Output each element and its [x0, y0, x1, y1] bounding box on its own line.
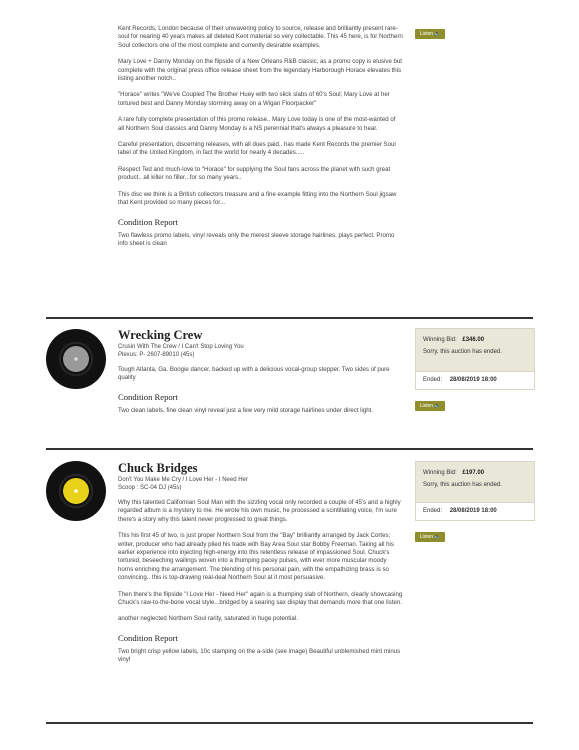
winning-bid-label: Winning Bid: [423, 337, 457, 343]
listen-label: Listen [419, 403, 434, 409]
speaker-icon: 🔈 [434, 403, 441, 409]
description-paragraph: A rare fully complete presentation of this promo release.. Mary Love today is one of the most-wanted of all Northern Soul classics and Danny Monday is a NS perennial that's always a pleasure to hear. [118, 116, 396, 132]
condition-report-text: Two clean labels, fine clean vinyl reveal just a few very mild storage hairlines under direct light. [118, 406, 374, 414]
item-details [118, 328, 403, 415]
winning-bid-amount: £197.00 [462, 470, 485, 476]
winning-bid-label: Winning Bid: [423, 470, 457, 476]
record-titles: Don't You Make Me Cry / I Love Her - I Need Her [118, 477, 248, 483]
condition-report-text: Two bright crisp yellow labels, 10c stamping on the a-side (see image) Beautiful unblemished mint minus vinyl [118, 647, 401, 664]
condition-report-heading: Condition Report [118, 391, 178, 402]
speaker-icon: 🔈 [434, 31, 441, 37]
ended-row [416, 502, 534, 520]
description-paragraph: Then there's the flipside "I Love Her - Need Her" again is a thumping slab of Northern, clearly showcasing Chuck's raw-to-the-bone vocal style...bridged by a searing sax display that demands more that one listen. [118, 590, 403, 607]
winning-bid-amount: £346.00 [462, 337, 485, 343]
listen-label: Listen [419, 31, 434, 37]
ended-label: Ended: [423, 377, 443, 383]
description-paragraph: Kent Records, London because of their unwavering policy to source, release and brilliantly present rare-soul for nearing 40 years makes all deleted Kent material so very collectable. This 45 here, is for Northern Soul collectors one of the most complete and currently desirable examples. [118, 25, 403, 49]
auction-ended-message: Sorry, this auction has ended. [423, 349, 502, 355]
listen-button[interactable] [415, 532, 445, 542]
description-paragraph: Tough Atlanta, Ga. Boogie dancer, backed up with a delicious vocal-group stepper. Two sides of pure quality [118, 366, 390, 382]
description-paragraph: This disc we think is a British collectors treasure and a fine example fitting into the Northern Soul jigsaw that Kent provided so many pieces for... [118, 190, 397, 207]
bid-box [415, 461, 535, 521]
listen-label: Listen [419, 534, 434, 540]
catalog-number: Plexus: P- 2607-89010 (45s) [118, 352, 195, 358]
bid-box [415, 328, 535, 390]
item-divider [46, 722, 533, 724]
vinyl-record-icon[interactable] [46, 461, 106, 521]
vinyl-record-icon[interactable] [46, 329, 106, 389]
ended-date: 28/08/2019 18:00 [449, 508, 497, 514]
item-divider [46, 448, 533, 450]
condition-report-heading: Condition Report [118, 632, 178, 643]
description-paragraph: Mary Love + Danny Monday on the flipside of a New Orleans R&B classic, as a promo copy is elusive but complete with the original press office release sheet from the legendary Harborough Horace elevates this listing another notch.. [118, 58, 403, 83]
speaker-icon: 🔈 [434, 534, 441, 540]
description-paragraph: another neglected Northern Soul rarity, saturated in huge potential. [118, 615, 298, 623]
ended-label: Ended: [423, 508, 443, 514]
catalog-number: Scoop : SC-04 DJ (45s) [118, 485, 182, 491]
description-paragraph: This his first 45 of two, is just proper Northern Soul from the "Bay" brilliantly arranged by Jack Cortes; writer, producer who had already plied his trade with Bay Area Soul star Bobby Freeman. Taking all his earlier experience into injecting high-energy into this relentless release of impassioned Soul. Chuck's tortured, beseeching wailings woven into a thumping pacey pulses, with ever more muscular moody horns enriching the arrangement. The blending of his personal pain, with the empathizing brass is so convincing.. this is top-drawing real-deal Northern Soul at it most persuasive. [118, 532, 394, 582]
description-paragraph: "Horace" writes "We've Coupled The Brother Huey with two slick slabs of 60's Soul; Mary Love at her tortured best and Danny Monday storming away on a Wigan Floorpacker" [118, 91, 390, 107]
top-item-description [118, 25, 403, 248]
artist-name: Wrecking Crew [118, 328, 203, 342]
winning-bid [416, 337, 534, 343]
ended-date: 28/08/2019 18:00 [449, 377, 497, 383]
condition-report-text: Two flawless promo labels, vinyl reveals only the merest sleeve storage hairlines. plays perfect. Promo info sheet is clean [118, 231, 395, 247]
listen-button[interactable] [415, 401, 445, 411]
ended-row [416, 371, 534, 389]
description-paragraph: Why this talented Californian Soul Man with the sizzling vocal only recorded a couple of 45's and a highly regarded album is a mystery to me. He wrote his own music, he processed a scintillating voice, I'm sure there's a story why this talent never progressed to great things. [118, 499, 401, 523]
auction-ended-message: Sorry, this auction has ended. [423, 482, 502, 488]
listen-button[interactable] [415, 29, 445, 39]
description-paragraph: Respect Ted and much-love to "Horace" for supplying the Soul fans across the planet with such great product.. all killer no filler...for so many years.. [118, 165, 391, 182]
artist-name: Chuck Bridges [118, 461, 198, 475]
item-details [118, 461, 403, 665]
item-divider [46, 317, 533, 319]
winning-bid [416, 470, 534, 476]
condition-report-heading: Condition Report [118, 216, 178, 227]
description-paragraph: Careful presentation, discerning releases, with all dues paid.. has made Kent Records the premier Soul label of the United Kingdom, in fact the world for nearly 4 decades..... [118, 141, 396, 157]
record-titles: Crusin With The Crew / I Can't Stop Loving You [118, 344, 244, 350]
